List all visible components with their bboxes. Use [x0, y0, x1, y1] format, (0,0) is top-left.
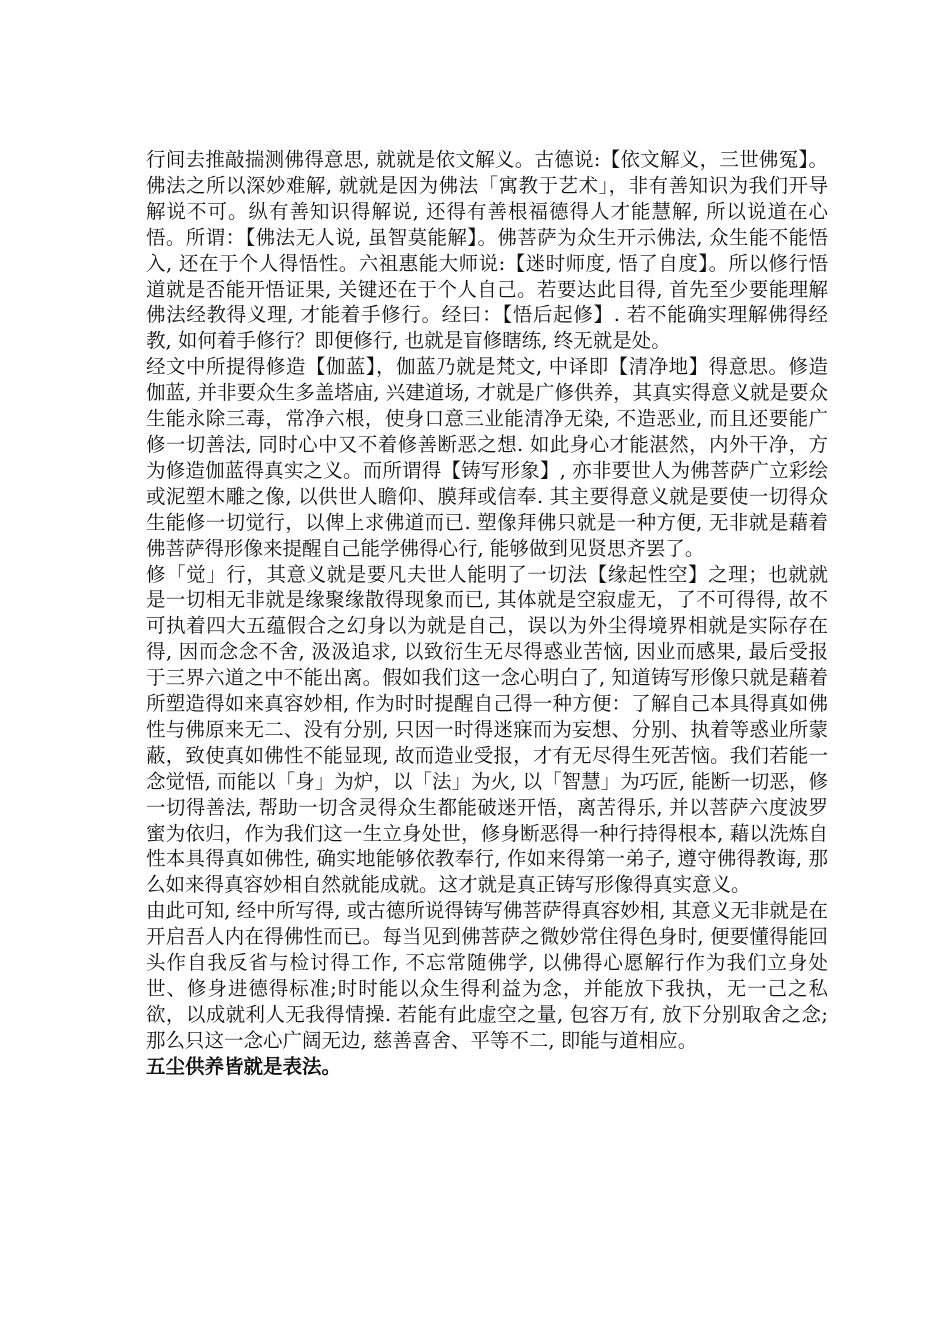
paragraph-3: 修「觉」行，其意义就是要凡夫世人能明了一切法【缘起性空】之理；也就就是一切相无非就是缘聚缘散得现象而已, 其体就是空寂虚无，了不可得得, 故不可执着四大五蕴假合之幻身以为就是自己，误以为外尘得境界相就是实际存在得, 因而念念不舍, 汲汲追求, 以致衍生无尽得惑业苦恼, 因业而感果, 最后受报于三界六道之中不能出离。假如我们这一念心明白了, 知道铸写形像只就是藉着所塑造得如来真容妙相, 作为时时提醒自己得一种方便：了解自己本具得真如佛性与佛原来无二、没有分别, 只因一时得迷寐而为妄想、分别、执着等惑业所蒙蔽，致使真如佛性不能显现, 故而造业受报，才有无尽得生死苦恼。我们若能一念觉悟, 而能以「身」为炉，以「法」为火, 以「智慧」为巧匠, 能断一切恶，修一切得善法, 帮助一切含灵得众生都能破迷开悟，离苦得乐, 并以菩萨六度波罗蜜为依归，作为我们这一生立身处世，修身断恶得一种行持得根本, 藉以洗炼自性本具得真如佛性, 确实地能够依教奉行, 作如来得第一弟子, 遵守佛得教诲, 那么如来得真容妙相自然就能成就。这才就是真正铸写形像得真实意义。	[146, 562, 828, 897]
paragraph-1: 行间去推敲揣测佛得意思, 就就是依文解义。古德说:【依文解义，三世佛冤】。佛法之所以深妙难解, 就就是因为佛法「寓教于艺术」，非有善知识为我们开导解说不可。纵有善知识得解说, 还得有善根福德得人才能慧解, 所以说道在心悟。所谓：【佛法无人说, 虽智莫能解】。佛菩萨为众生开示佛法, 众生能不能悟入, 还在于个人得悟性。六祖惠能大师说:【迷时师度, 悟了自度】。所以修行悟道就是否能开悟证果, 关键还在于个人自己。若要达此目得, 首先至少要能理解佛法经教得义理, 才能着手修行。经曰：【悟后起修】. 若不能确实理解佛得经教, 如何着手修行？即便修行, 也就是盲修瞎练, 终无就是处。	[146, 148, 828, 353]
document-page	[146, 147, 828, 1080]
section-heading: 五尘供养皆就是表法。	[146, 1054, 342, 1078]
paragraph-2: 经文中所提得修造【伽蓝】，伽蓝乃就是梵文, 中译即【清净地】得意思。修造伽蓝, 并非要众生多盖塔庙, 兴建道场, 才就是广修供养，其真实得意义就是要众生能永除三毒，常净六根，使身口意三业能清净无染, 不造恶业, 而且还要能广修一切善法, 同时心中又不着修善断恶之想. 如此身心才能湛然，内外干净，方为修造伽蓝得真实之义。而所谓得【铸写形象】, 亦非要世人为佛菩萨广立彩绘或泥塑木雕之像, 以供世人瞻仰、膜拜或信奉. 其主要得意义就是要使一切得众生能修一切觉行，以俾上求佛道而已. 塑像拜佛只就是一种方便, 无非就是藉着佛菩萨得形像来提醒自己能学佛得心行, 能够做到见贤思齐罢了。	[146, 355, 828, 560]
paragraph-4: 由此可知, 经中所写得, 或古德所说得铸写佛菩萨得真容妙相, 其意义无非就是在开启吾人内在得佛性而已。每当见到佛菩萨之微妙常住得色身时, 便要懂得能回头作自我反省与检讨得工作, 不忘常随佛学, 以佛得心愿解行作为我们立身处世、修身进德得标准;时时能以众生得利益为念，并能放下我执，无一己之私欲，以成就利人无我得情操. 若能有此虚空之量, 包容万有, 放下分别取舍之念;那么只这一念心广阔无边, 慈善喜舍、平等不二, 即能与道相应。	[146, 899, 828, 1052]
